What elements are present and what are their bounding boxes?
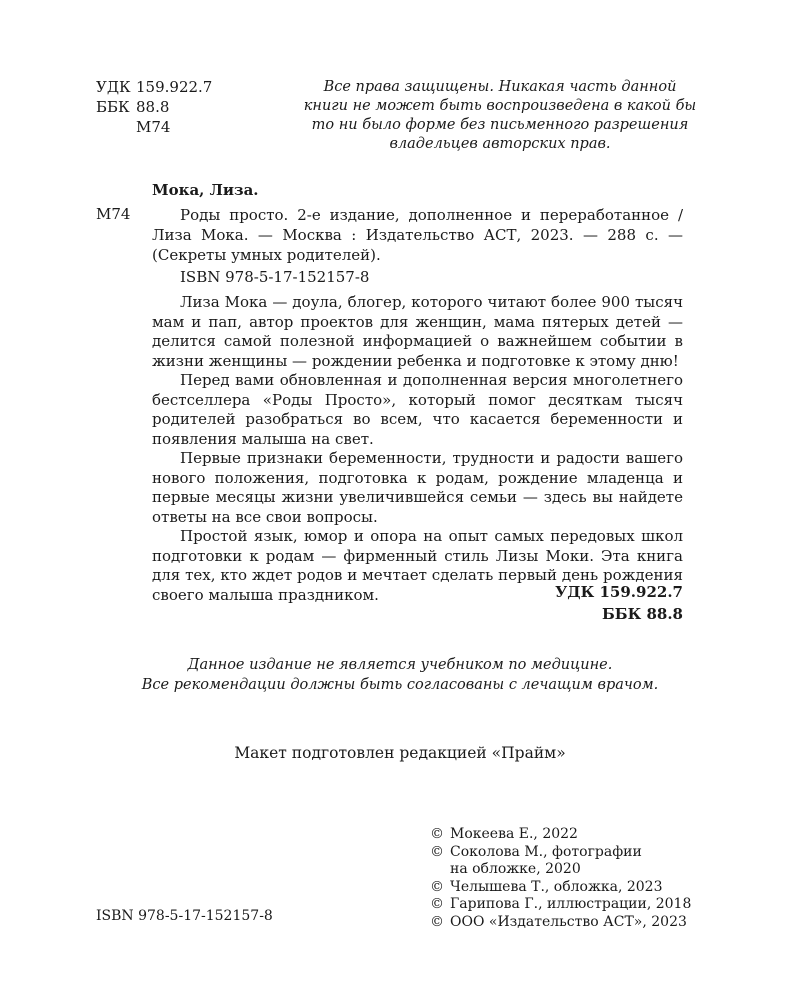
annotation-paragraph: Перед вами обновленная и дополненная версия многолетнего бестселлера «Роды Просто», который помог десяткам тысяч родителей разобраться во всем, что касается беременности и появления малыша на свет. — [152, 371, 683, 448]
isbn-line: ISBN 978-5-17-152157-8 — [180, 268, 370, 286]
rights-item — [430, 914, 691, 932]
classification-block — [96, 77, 212, 137]
copyright-icon: © — [430, 878, 444, 895]
bibliographic-text: Роды просто. 2-е издание, дополненное и переработанное / Лиза Мока. — Москва : Издательство АСТ, 2023. — 288 с. — (Секреты умных родителей). — [152, 206, 683, 264]
medical-disclaimer — [100, 655, 700, 695]
copyright-notice — [300, 78, 700, 154]
rights-item — [430, 844, 691, 879]
bbk-label: ББК — [96, 98, 130, 116]
udk-label: УДК — [96, 78, 131, 96]
rights-text: Соколова М., фотографии на обложке, 2020 — [450, 843, 642, 877]
bbk-bottom: ББК 88.8 — [601, 605, 683, 623]
udk-value: 159.922.7 — [136, 78, 213, 96]
copyright-notice-line: владельцев авторских прав. — [389, 136, 611, 152]
copyright-notice-line: Все права защищены. Никакая часть данной — [323, 79, 677, 95]
copyright-notice-line: то ни было форме без письменного разрешения — [311, 117, 689, 133]
copyright-icon: © — [430, 826, 444, 842]
rights-list — [430, 826, 691, 931]
rights-item — [430, 826, 691, 844]
rights-text: Челышева Т., обложка, 2023 — [450, 878, 663, 895]
author-mark-row — [96, 117, 212, 137]
rights-text: Мокеева Е., 2022 — [450, 826, 578, 842]
copyright-icon: © — [430, 843, 444, 860]
copyright-notice-line: книги не может быть воспроизведена в какой бы — [303, 98, 697, 114]
author-mark-margin: М74 — [96, 205, 131, 223]
udk-bottom: УДК 159.922.7 — [555, 583, 683, 601]
rights-item — [430, 896, 691, 914]
author-heading: Мока, Лиза. — [152, 181, 259, 199]
layout-note: Макет подготовлен редакцией «Прайм» — [234, 744, 566, 762]
isbn-bottom: ISBN 978-5-17-152157-8 — [96, 908, 273, 924]
bbk-value: 88.8 — [136, 98, 170, 116]
bbk-row — [96, 97, 212, 117]
copyright-icon: © — [430, 896, 444, 912]
rights-text: ООО «Издательство АСТ», 2023 — [450, 913, 687, 930]
author-mark: М74 — [136, 118, 171, 136]
disclaimer-line: Все рекомендации должны быть согласованы с лечащим врачом. — [141, 677, 659, 693]
disclaimer-line: Данное издание не является учебником по медицине. — [187, 657, 613, 673]
classification-bottom — [555, 581, 683, 625]
udk-row — [96, 77, 212, 97]
annotation-paragraph: Лиза Мока — доула, блогер, которого читают более 900 тысяч мам и пап, автор проектов для женщин, мама пятерых детей — делится самой полезной информацией о важнейшем событии в жизни женщины — рождении ребенка и подготовке к этому дню! — [152, 293, 683, 370]
copyright-icon: © — [430, 913, 444, 930]
rights-item — [430, 879, 691, 897]
annotation-paragraph: Первые признаки беременности, трудности и радости вашего нового положения, подготовка к родам, рождение младенца и первые месяцы жизни увеличившейся семьи — здесь вы найдете ответы на все свои вопросы. — [152, 449, 683, 526]
annotation-paragraph: Простой язык, юмор и опора на опыт самых передовых школ подготовки к родам — фирменный стиль Лизы Моки. Эта книга для тех, кто ждет родов и мечтает сделать первый день рождения своего малыша праздником. — [152, 527, 683, 604]
rights-text: Гарипова Г., иллюстрации, 2018 — [450, 896, 692, 912]
bibliographic-record — [152, 205, 683, 265]
annotation — [152, 293, 683, 605]
